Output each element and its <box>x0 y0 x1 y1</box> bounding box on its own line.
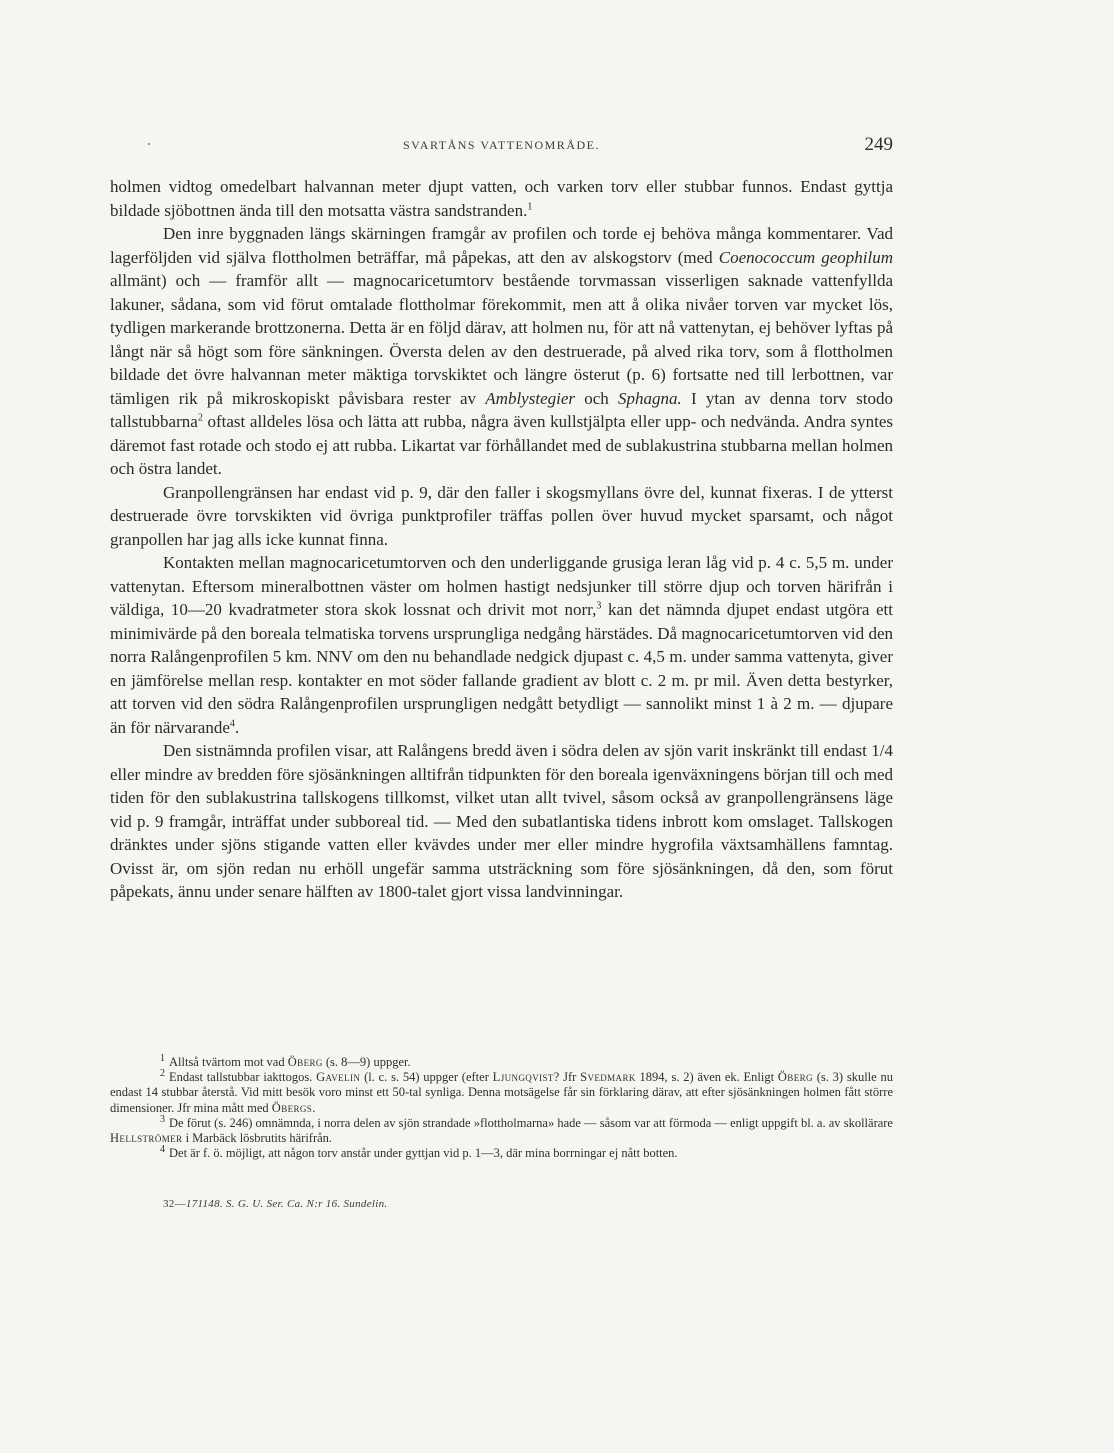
footnote-ref-3: 3 <box>596 600 602 612</box>
paragraph-1: holmen vidtog omedelbart halvannan meter djupt vatten, och varken torv eller stubbar funnos. Endast gyttja bildade sjöbottnen ända till den motsatta västra sandstranden.$^1$ <box>110 177 893 220</box>
printer-reference: 32—171148. S. G. U. Ser. Ca. N:r 16. Sundelin. <box>163 1198 388 1210</box>
paragraph-3: Granpollengränsen har endast vid p. 9, där den faller i skogsmyllans övre del, kunnat fixeras. I de ytterst destruerade övre torvskikten vid övriga punktprofiler träffas pollen över huvud mycket sparsamt, och något granpollen har jag alls icke kunnat finna. <box>110 482 893 549</box>
footnotes <box>110 1052 893 1161</box>
page-number: 249 <box>864 134 893 155</box>
taxon-name: Sphagna. <box>618 388 682 408</box>
taxon-name: Coenococcum geophilum <box>718 247 893 267</box>
paragraph-4: Kontakten mellan magnocaricetumtorven och den underliggande grusiga leran låg vid p. 4 c. 5,5 m. under vattenytan. Eftersom mineralbottnen väster om holmen hastigt nedsjunker till större djup och torven härifrån i väldiga, 10—20 kvadratmeter stora skok lossnat och drivit mot norr,$^3$ kan det nämnda djupet endast utgöra ett minimivärde på den boreala telmatiska torvens ursprungliga nedgång härstädes. Då magnocaricetumtorven vid den norra Ralångenprofilen 5 km. NNV om den nu behandlade nedgick djupast c. 4,5 m. under samma vattenyta, giver en jämförelse mellan resp. kontakter en mot söder fallande gradient av blott c. 2 m. pr mil. Även detta bestyrker, att torven vid den södra Ralångenprofilen ursprungligen nedgått betydligt — sannolikt minst 1 à 2 m. — djupare än för närvarande$^4$. <box>110 553 893 737</box>
footnote-4: $^4$ Det är f. ö. möjligt, att någon torv anstår under gyttjan vid p. 1—3, där mina borrningar ej nått botten. <box>160 1144 678 1161</box>
running-title: SVARTÅNS VATTENOMRÅDE. <box>403 138 600 152</box>
footnote-ref-1: 1 <box>527 200 533 212</box>
taxon-name: Amblystegier <box>485 388 575 408</box>
paragraph-2: Den inre byggnaden längs skärningen framgår av profilen och torde ej behöva många kommentarer. Vad lagerföljden vid själva flottholmen beträffar, må påpekas, att den av alskogstorv (med Coenococcum geophilum allmänt) och — framför allt — magnocaricetumtorv bestående torvmassan visserligen saknade vattenfyllda lakuner, sådana, som vid förut omtalade flottholmar förekommit, men att å olika nivåer torven var mycket lös, tydligen markerande brottzonerna. Detta är en följd därav, att holmen nu, för att nå vattenytan, ej behöver lyftas på långt när så högt som före sänkningen. Översta delen av den destruerade, på alved rika torv, som å flottholmen bildade det övre halvannan meter mäktiga torvskiktet och längre österut (p. 6) fortsatte ned till lerbottnen, var tämligen rik på mikroskopiskt påvisbara rester av Amblystegier och Sphagna. I ytan av denna torv stodo tallstubbarna$^2$ oftast alldeles lösa och lätta att rubba, några även kullstjälpta eller upp- och nedvända. Andra syntes däremot fast rotade och stodo ej att rubba. Likartat var förhållandet med de sublakustrina stubbarna mellan holmen och östra landet. <box>110 224 893 478</box>
footnote-1: $^1$ Alltså tvärtom mot vad Öberg (s. 8—9) uppger. <box>160 1052 411 1069</box>
footnote-ref-4: 4 <box>229 717 235 729</box>
footnote-3: $^3$ De förut (s. 246) omnämnda, i norra delen av sjön strandade »flottholmarna» hade — såsom var att förmoda — enligt uppgift bl. a. av skollärare Hellströmer i Marbäck lösbrutits härifrån. <box>110 1113 893 1146</box>
body-text <box>110 175 893 904</box>
footnote-ref-2: 2 <box>197 412 203 424</box>
footnote-2: $^2$ Endast tallstubbar iakttogos. Gavelin (l. c. s. 54) uppger (efter Ljungqvist? Jfr Svedmark 1894, s. 2) även ek. Enligt Öberg (s. 3) skulle nu endast 14 stubbar återstå. Vid mitt besök voro minst ett 50-tal synliga. Denna motsägelse får sin förklaring därav, att efter sjösänkningen holmen fått större dimensioner. Jfr mina mått med Öbergs. <box>110 1068 893 1115</box>
page-header <box>110 134 893 158</box>
paragraph-5: Den sistnämnda profilen visar, att Ralångens bredd även i södra delen av sjön varit inskränkt till endast 1/4 eller mindre av bredden före sjösänkningen alltifrån tidpunkten för den boreala igenväxningens början till och med tiden för den sublakustrina tallskogens tillkomst, vilket utan allt tvivel, såsom också av granpollengränsens läge vid p. 9 framgår, inträffat under subboreal tid. — Med den subatlantiska tidens inbrott kom omslaget. Tallskogen dränktes under sjöns stigande vatten eller kvävdes under mer eller mindre hygrofila växtsamhällens famntag. Ovisst är, om sjön redan nu erhöll ungefär samma utsträckning som före sjösänkningen, då den, som förut påpekats, ännu under senare hälften av 1800-talet gjort vissa landvinningar. <box>110 741 893 901</box>
